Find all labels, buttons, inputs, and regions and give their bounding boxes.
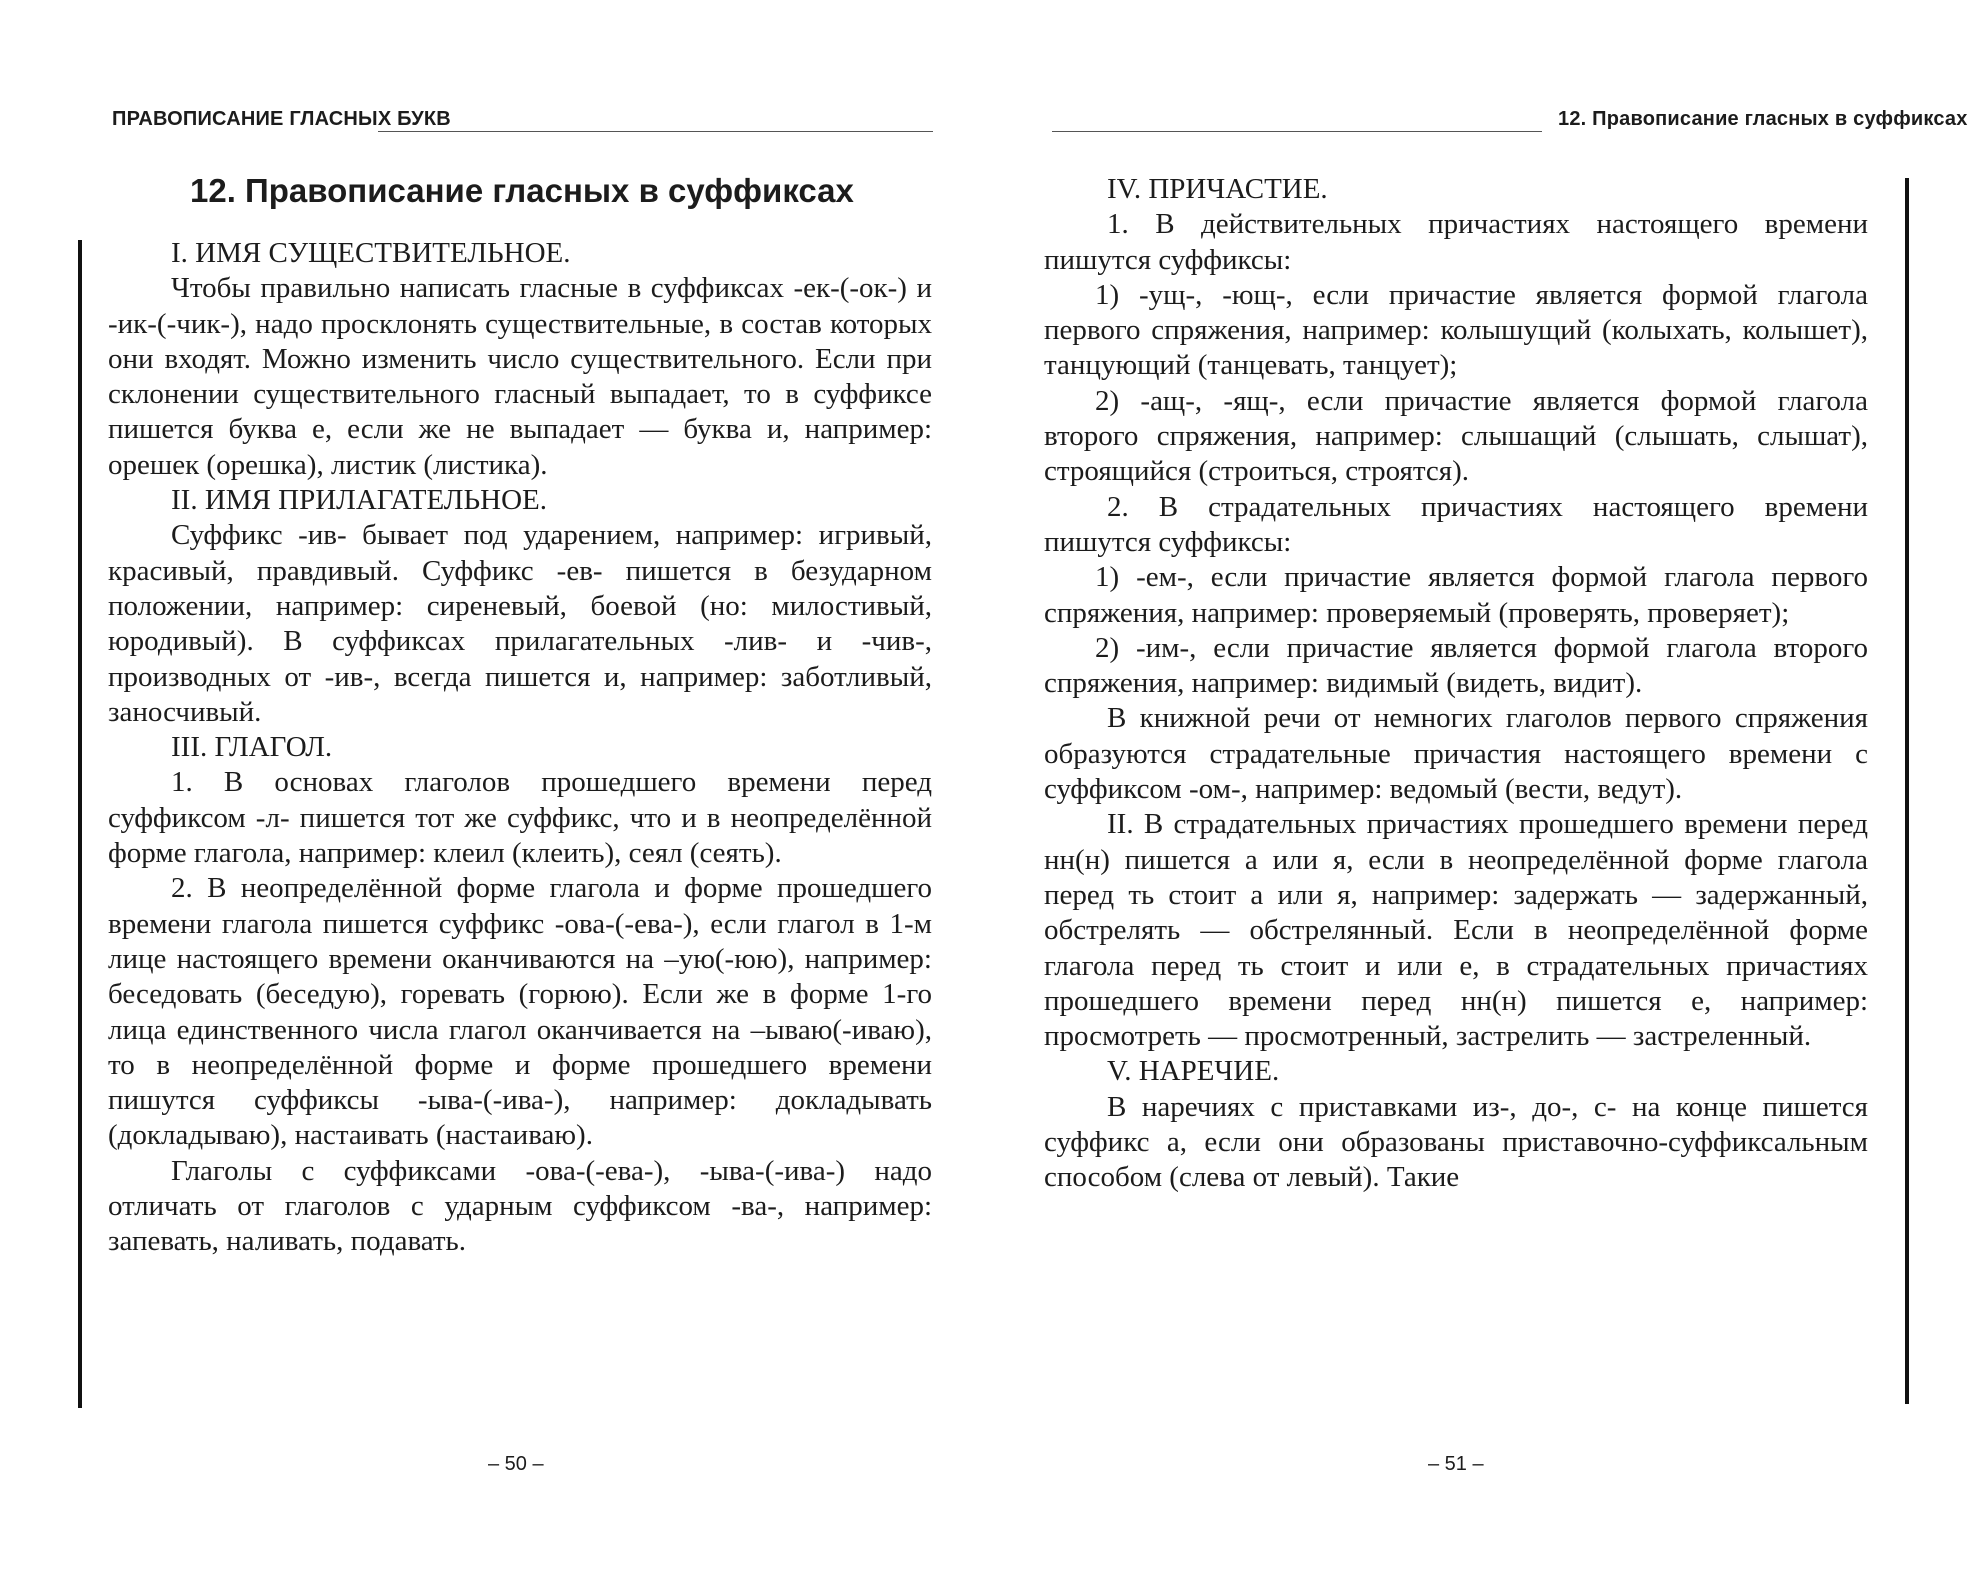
chapter-title: 12. Правописание гласных в суффиксах (190, 172, 854, 209)
page-number-right: – 51 – (1428, 1453, 1484, 1475)
participle-passive-item-2: 2) -им-, если причастие является формой глагола второго спряжения, например: видимый (видеть, видит). (1044, 631, 1868, 700)
participle-bookish-note: В книжной речи от немногих глаголов первого спряжения образуются страдательные причастия настоящего времени с суффиксом -ом-, например: ведомый (вести, ведут). (1044, 702, 1868, 806)
participle-past-passive-rule: II. В страдательных причастиях прошедшего времени перед нн(н) пишется а или я, если в неопределённой форме глагола перед ть стоит а или я, например: задержать — задержанный, обстрелять — обстрелянный. Если в неопределённой форме глагола перед ть стоит и или е, в страдательных причастиях прошедшего времени перед нн(н) пишется е, например: просмотреть — просмотренный, застрелить — застреленный. (1044, 808, 1868, 1053)
participle-active-rule: 1. В действительных причастиях настоящего времени пишутся суффиксы: (1044, 208, 1868, 276)
section-verb-heading: III. ГЛАГОЛ. (171, 731, 333, 764)
section-adverb-paragraph: В наречиях с приставками из-, до-, с- на конце пишется суффикс а, если они образованы приставочно-суффиксальным способом (слева от левый). Такие (1044, 1090, 1868, 1194)
left-text-column (108, 236, 932, 1260)
participle-passive-item-1: 1) -ем-, если причастие является формой глагола первого спряжения, например: проверяемый (проверять, проверяет); (1044, 561, 1868, 629)
margin-bar-left (78, 240, 82, 1408)
section-verb-rule-3: Глаголы с суффиксами -ова-(-ева-), -ыва-(-ива-) надо отличать от глаголов с ударным суффиксом -ва-, например: запевать, наливать, подавать. (108, 1154, 932, 1258)
header-rule-right (1052, 131, 1542, 132)
page-number-left: – 50 – (488, 1453, 544, 1475)
section-adverb-heading: V. НАРЕЧИЕ. (1107, 1055, 1280, 1088)
section-verb-rule-2: 2. В неопределённой форме глагола и форме прошедшего времени глагола пишется суффикс -ова-(-ева-), если глагол в 1-м лице настоящего времени оканчиваются на –ую(-юю), например: беседовать (беседую), горевать (горюю). Если же в форме 1-го лица единственного числа глагол оканчивается на –ываю(-иваю), то в неопределённой форме и форме прошедшего времени пишутся суффиксы -ыва-(-ива-), например: докладывать (докладываю), настаивать (настаиваю). (108, 872, 932, 1152)
section-noun-paragraph: Чтобы правильно написать гласные в суффиксах -ек-(-ок-) и -ик-(-чик-), надо просклонять существительные, в состав которых они входят. Можно изменить число существительного. Если при склонении существительного гласный выпадает, то в суффиксе пишется буква е, если же не выпадает — буква и, например: орешек (орешка), листик (листика). (108, 272, 932, 481)
margin-bar-right (1905, 178, 1909, 1404)
section-participle-heading: IV. ПРИЧАСТИЕ. (1107, 173, 1328, 205)
section-adjective-heading: II. ИМЯ ПРИЛАГАТЕЛЬНОЕ. (171, 484, 547, 517)
participle-passive-rule: 2. В страдательных причастиях настоящего времени пишутся суффиксы: (1044, 490, 1868, 558)
section-verb-rule-1: 1. В основах глаголов прошедшего времени перед суффиксом -л- пишется тот же суффикс, что и в неопределённой форме глагола, например: клеил (клеить), сеял (сеять). (108, 766, 932, 870)
section-noun-heading: I. ИМЯ СУЩЕСТВИТЕЛЬНОЕ. (171, 237, 571, 269)
running-head-right: 12. Правописание гласных в суффиксах (1558, 108, 1968, 130)
section-adjective-paragraph: Суффикс -ив- бывает под ударением, например: игривый, красивый, правдивый. Суффикс -ев- пишется в безударном положении, например: сиреневый, боевой (но: милостивый, юродивый). В суффиксах прилагательных -лив- и -чив-, производных от -ив-, всегда пишется и, например: заботливый, заносчивый. (108, 519, 932, 728)
participle-active-item-2: 2) -ащ-, -ящ-, если причастие является формой глагола второго спряжения, например: слышащий (слышать, слышат), строящийся (строиться, строятся). (1044, 384, 1868, 488)
participle-active-item-1: 1) -ущ-, -ющ-, если причастие является формой глагола первого спряжения, например: колышущий (колыхать, колышет), танцующий (танцевать, танцует); (1044, 278, 1868, 382)
header-rule-left (378, 131, 933, 132)
right-page (984, 0, 1968, 1577)
right-text-column (1044, 172, 1868, 1196)
running-head-left: ПРАВОПИСАНИЕ ГЛАСНЫХ БУКВ (112, 108, 451, 130)
